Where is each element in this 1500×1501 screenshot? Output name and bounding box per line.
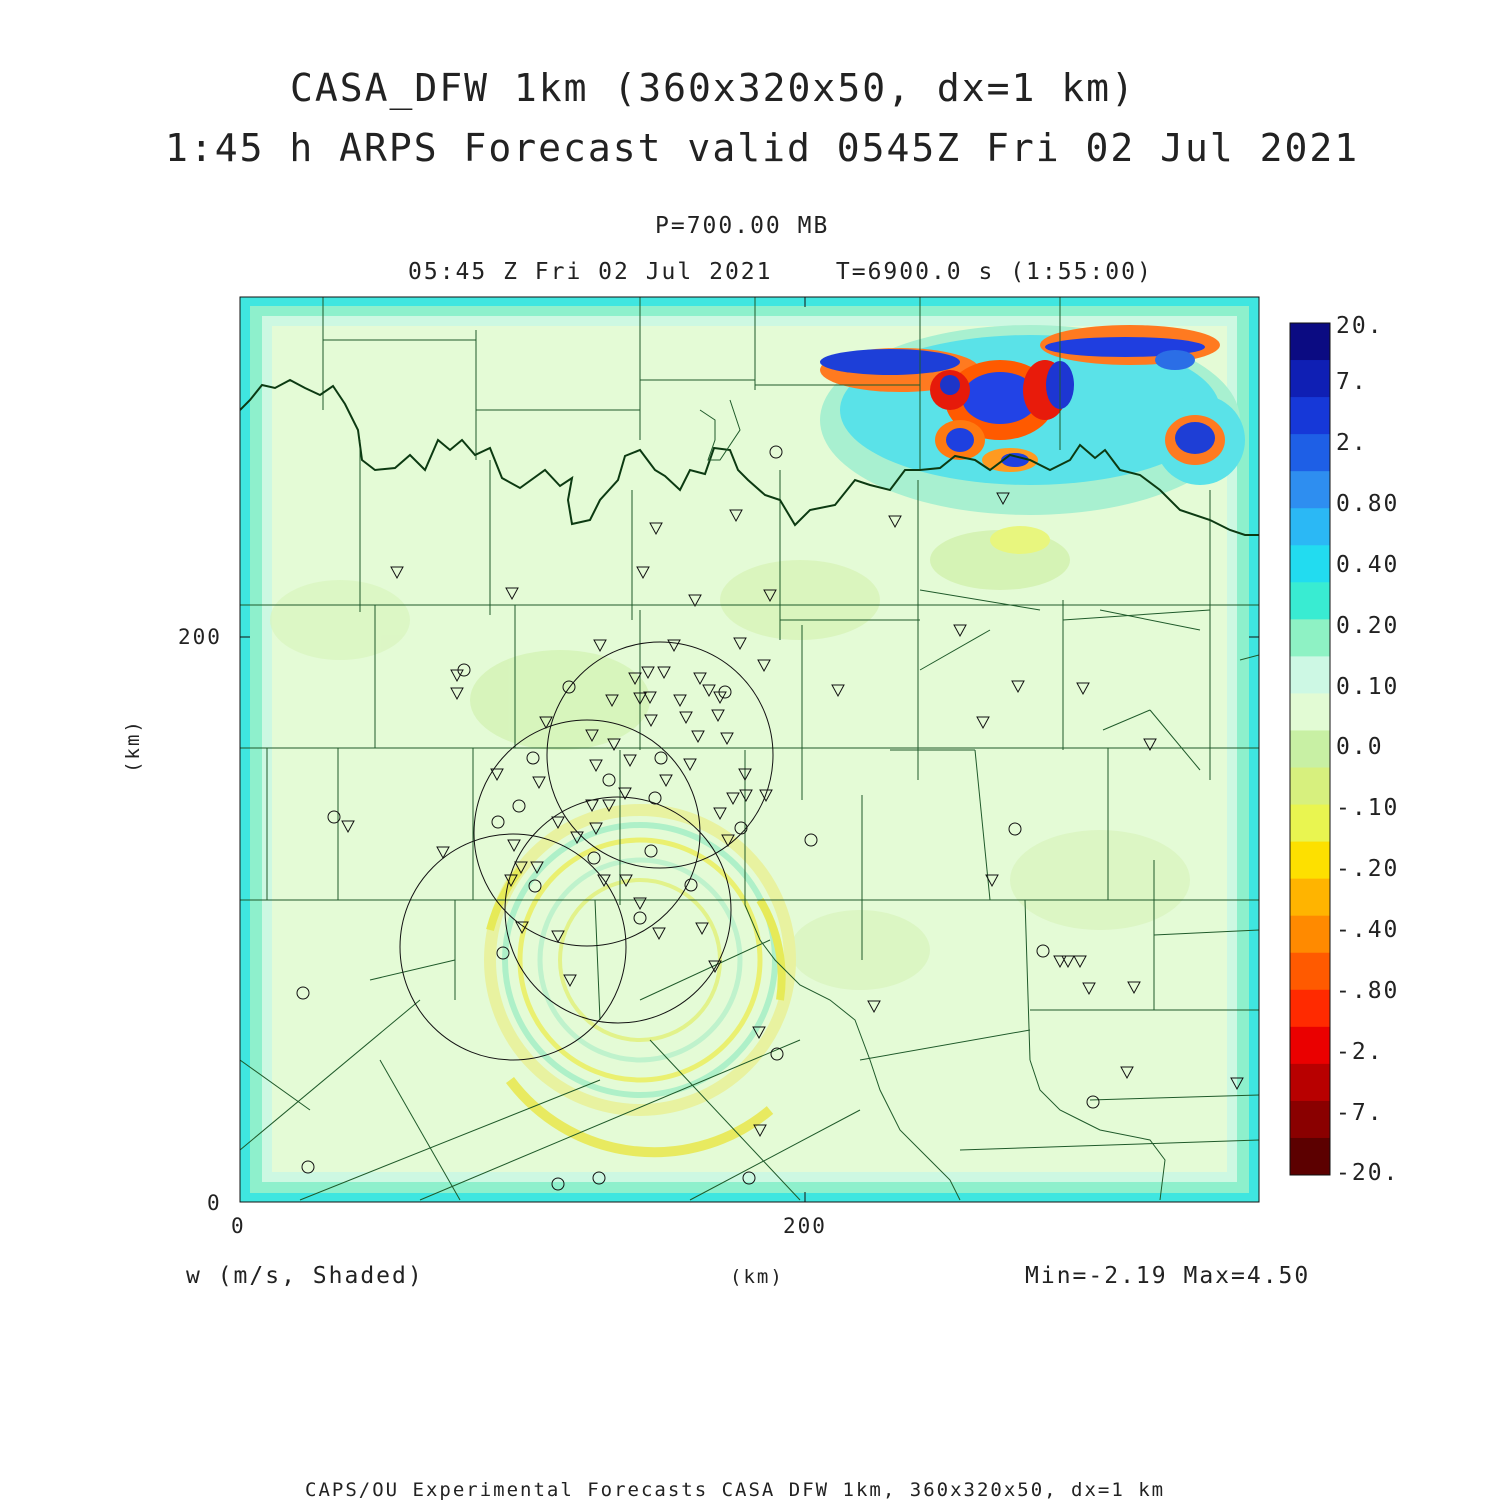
colorbar-label: -2.: [1336, 1039, 1384, 1065]
colorbar-label: -7.: [1336, 1100, 1384, 1126]
colorbar-swatch: [1290, 545, 1330, 583]
x-tick-200: 200: [783, 1214, 827, 1238]
colorbar-swatch: [1290, 471, 1330, 509]
colorbar-swatch: [1290, 656, 1330, 694]
colorbar-label: -.80: [1336, 978, 1400, 1004]
colorbar-label: 0.40: [1336, 552, 1400, 578]
colorbar-label: 20.: [1336, 313, 1384, 339]
colorbar-label: 0.0: [1336, 734, 1384, 760]
y-tick-200: 200: [178, 625, 222, 649]
colorbar-swatch: [1290, 1101, 1330, 1139]
colorbar-label: -.10: [1336, 795, 1400, 821]
colorbar-swatch: [1290, 434, 1330, 472]
colorbar-label: 0.80: [1336, 491, 1400, 517]
colorbar-label: 0.10: [1336, 674, 1400, 700]
colorbar-swatch: [1290, 953, 1330, 991]
colorbar-swatch: [1290, 582, 1330, 620]
colorbar-label: 0.20: [1336, 613, 1400, 639]
colorbar-swatch: [1290, 323, 1330, 361]
colorbar-swatch: [1290, 1064, 1330, 1102]
colorbar-swatch: [1290, 693, 1330, 731]
colorbar-swatch: [1290, 842, 1330, 880]
colorbar-swatch: [1290, 916, 1330, 954]
colorbar-label: 7.: [1336, 369, 1368, 395]
title-line2: 1:45 h ARPS Forecast valid 0545Z Fri 02 Jul 2021: [165, 126, 1360, 170]
y-tick-0: 0: [207, 1191, 222, 1215]
x-axis-label: (km): [730, 1266, 784, 1288]
colorbar-swatch: [1290, 1138, 1330, 1176]
y-axis-label: (km): [121, 719, 144, 773]
colorbar-swatch: [1290, 619, 1330, 657]
colorbar-swatch: [1290, 508, 1330, 546]
colorbar-swatch: [1290, 768, 1330, 806]
colorbar-swatch: [1290, 360, 1330, 398]
title-line1: CASA_DFW 1km (360x320x50, dx=1 km): [290, 66, 1136, 110]
colorbar-swatch: [1290, 879, 1330, 917]
colorbar-swatch: [1290, 1027, 1330, 1065]
valid-time: 05:45 Z Fri 02 Jul 2021 T=6900.0 s (1:55:00): [408, 259, 1153, 285]
colorbar-label: -.20: [1336, 856, 1400, 882]
colorbar-label: -.40: [1336, 917, 1400, 943]
colorbar-swatch: [1290, 990, 1330, 1028]
x-tick-0: 0: [231, 1214, 246, 1238]
footer-credit: CAPS/OU Experimental Forecasts CASA DFW 1km, 360x320x50, dx=1 km: [305, 1479, 1166, 1501]
pressure-level: P=700.00 MB: [655, 213, 830, 239]
colorbar-swatch: [1290, 730, 1330, 768]
colorbar-label: -20.: [1336, 1160, 1400, 1186]
min-max-label: Min=-2.19 Max=4.50: [1025, 1263, 1311, 1289]
colorbar-swatch: [1290, 805, 1330, 843]
colorbar: [1290, 323, 1330, 1176]
colorbar-swatch: [1290, 397, 1330, 435]
colorbar-label: 2.: [1336, 430, 1368, 456]
variable-label: w (m/s, Shaded): [186, 1263, 424, 1289]
